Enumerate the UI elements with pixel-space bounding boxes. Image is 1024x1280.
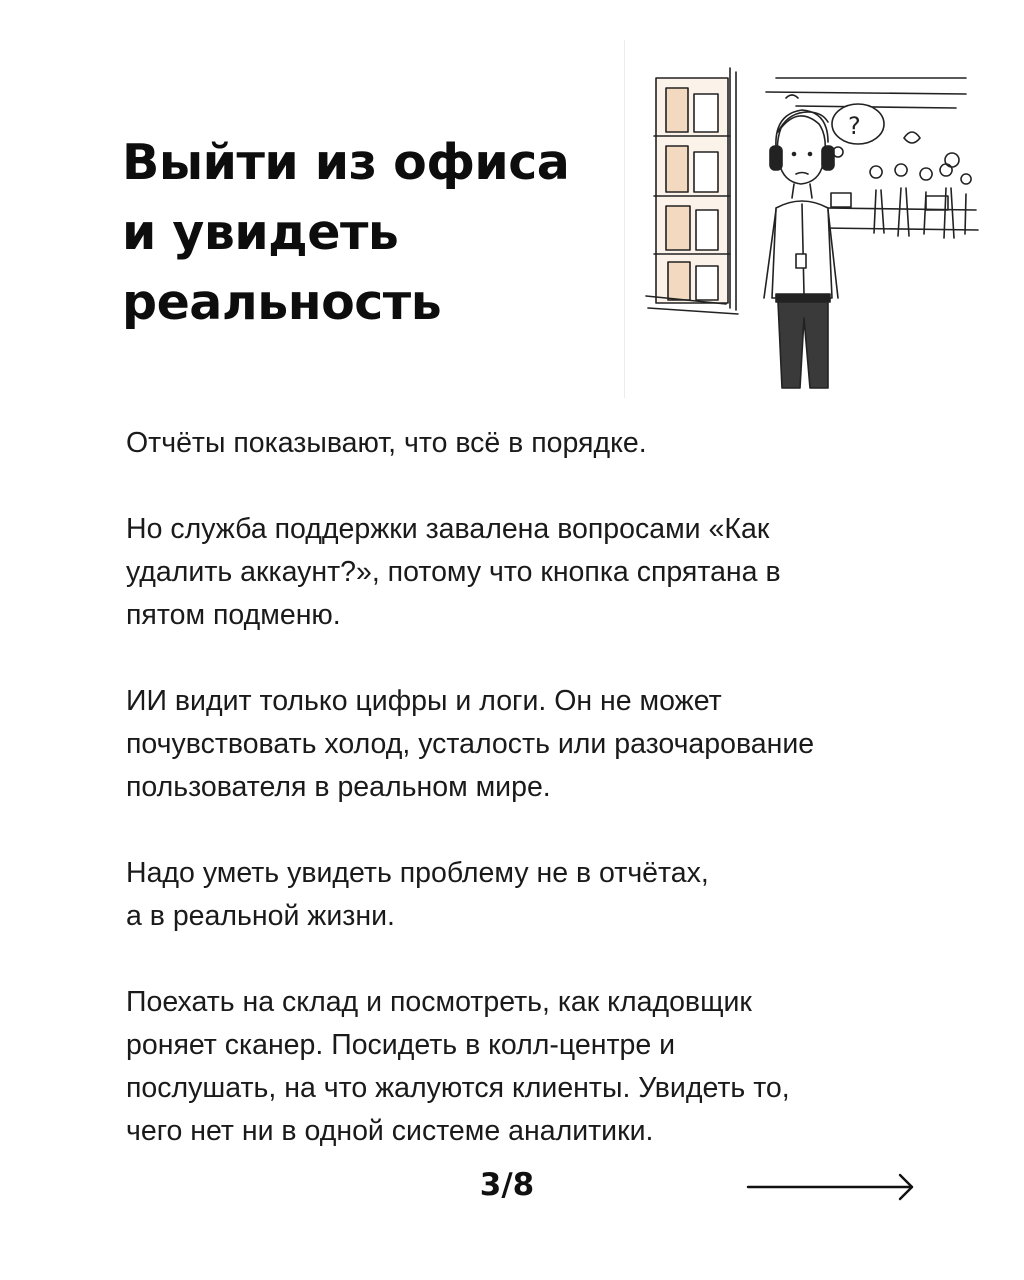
slide-body <box>126 422 976 1196</box>
page-counter: 3/8 <box>479 1167 535 1203</box>
office-worker-illustration <box>626 58 986 398</box>
paragraph-line: Поехать на склад и посмотреть, как кладовщик <box>126 986 752 1018</box>
paragraph-line: а в реальной жизни. <box>126 900 395 932</box>
paragraph-4 <box>126 852 976 938</box>
paragraph-line: чего нет ни в одной системе аналитики. <box>126 1115 654 1147</box>
paragraph-5 <box>126 981 976 1153</box>
paragraph-line: послушать, на что жалуются клиенты. Увидеть то, <box>126 1072 790 1104</box>
paragraph-line: почувствовать холод, усталость или разочарование <box>126 728 815 760</box>
paragraph-3 <box>126 680 976 809</box>
paragraph-1 <box>126 422 976 465</box>
paragraph-line: Надо уметь увидеть проблему не в отчётах, <box>126 857 709 889</box>
paragraph-line: Но служба поддержки завалена вопросами «Как <box>126 513 770 545</box>
title-line-1: Выйти из офиса <box>122 134 570 191</box>
svg-text:?: ? <box>848 112 861 140</box>
paragraph-2 <box>126 508 976 637</box>
paragraph-line: Отчёты показывают, что всё в порядке. <box>126 427 647 459</box>
title-line-2: и увидеть <box>122 204 399 261</box>
slide-title <box>122 128 622 338</box>
paragraph-line: роняет сканер. Посидеть в колл-центре и <box>126 1029 676 1061</box>
title-line-3: реальность <box>122 274 442 331</box>
paragraph-line: пятом подменю. <box>126 599 341 631</box>
illustration-edge <box>624 40 625 398</box>
arrow-right-icon[interactable] <box>744 1170 920 1204</box>
paragraph-line: пользователя в реальном мире. <box>126 771 551 803</box>
paragraph-line: удалить аккаунт?», потому что кнопка спрятана в <box>126 556 781 588</box>
paragraph-line: ИИ видит только цифры и логи. Он не может <box>126 685 722 717</box>
